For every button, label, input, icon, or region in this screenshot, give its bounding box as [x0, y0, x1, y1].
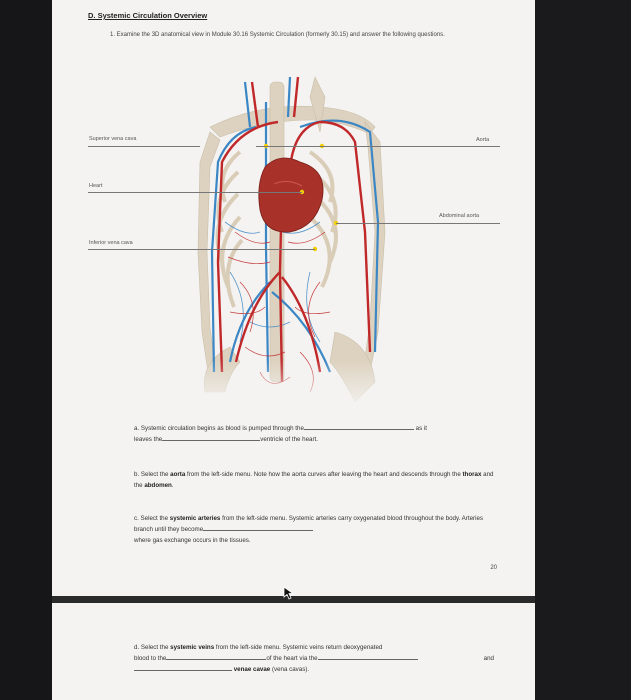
svc-leader	[88, 146, 200, 147]
answer-blank-d1[interactable]	[166, 653, 266, 660]
question-c-term: systemic arteries	[169, 515, 221, 522]
answer-blank-d2[interactable]	[318, 653, 418, 660]
label-inferior-vena-cava: Inferior vena cava	[89, 240, 133, 246]
question-b-term-aorta: aorta	[170, 471, 186, 478]
question-c-prefix: c. Select the	[134, 515, 170, 522]
mouse-cursor-icon	[283, 586, 295, 600]
answer-blank-a1[interactable]	[304, 423, 414, 430]
worksheet-page-next	[52, 603, 535, 700]
left-backdrop	[0, 0, 52, 700]
figure-fade	[170, 360, 395, 410]
label-aorta: Aorta	[476, 137, 490, 143]
question-c-line3: where gas exchange occurs in the tissues.	[134, 537, 251, 544]
question-d-line2a: blood to the	[134, 655, 167, 662]
answer-blank-d3[interactable]	[134, 664, 232, 671]
answer-blank-a2[interactable]	[162, 434, 260, 441]
aorta-leader	[256, 146, 500, 147]
question-d-line2c: and	[483, 655, 494, 662]
ivc-leader	[88, 249, 315, 250]
question-b-suffix: .	[171, 482, 174, 489]
question-c-mid1: from the left-side menu. Systemic arteries carry oxygenated blood throughout the body. Arteries branch until they become	[134, 515, 484, 533]
question-b-mid2: and the	[134, 471, 494, 489]
section-title: D. Systemic Circulation Overview	[88, 11, 208, 20]
right-backdrop	[535, 0, 631, 700]
question-d-term-venae-cavae: venae cavae	[233, 666, 271, 673]
question-b-term-thorax: thorax	[462, 471, 482, 478]
question-a-text-1: a. Systemic circulation begins as blood is pumped through the	[134, 425, 304, 432]
question-b-term-abdomen: abdomen	[144, 482, 172, 489]
question-a-text-4: ventricle of the heart.	[260, 436, 318, 443]
instruction-text: 1. Examine the 3D anatomical view in Module 30.16 Systemic Circulation (formerly 30.15) and answer the following questions.	[110, 32, 445, 38]
question-d-prefix: d. Select the	[134, 644, 171, 651]
question-d-mid1: from the left-side menu. Systemic veins return deoxygenated	[214, 644, 383, 651]
question-d-line2b: of the heart via the	[266, 655, 318, 662]
question-b-mid1: from the left-side menu. Note how the aorta curves after leaving the heart and descends through the	[185, 471, 463, 478]
label-abdominal-aorta: Abdominal aorta	[439, 213, 480, 219]
question-a-text-3: leaves the	[134, 436, 163, 443]
worksheet-page	[52, 0, 535, 596]
question-d	[134, 642, 494, 675]
heart-leader	[88, 192, 302, 193]
question-b-prefix: b. Select the	[134, 471, 171, 478]
label-heart: Heart	[89, 183, 103, 189]
question-b	[134, 469, 494, 491]
question-a-text-2: as it	[415, 425, 428, 432]
question-a	[134, 423, 504, 445]
page-number: 20	[490, 565, 497, 571]
question-d-term: systemic veins	[170, 644, 215, 651]
question-d-line3: (vena cavas).	[270, 666, 310, 673]
answer-blank-c1[interactable]	[203, 524, 313, 531]
label-superior-vena-cava: Superior vena cava	[89, 136, 137, 142]
question-c	[134, 513, 494, 546]
anatomy-figure	[170, 72, 395, 407]
abdominal-aorta-leader	[336, 223, 500, 224]
